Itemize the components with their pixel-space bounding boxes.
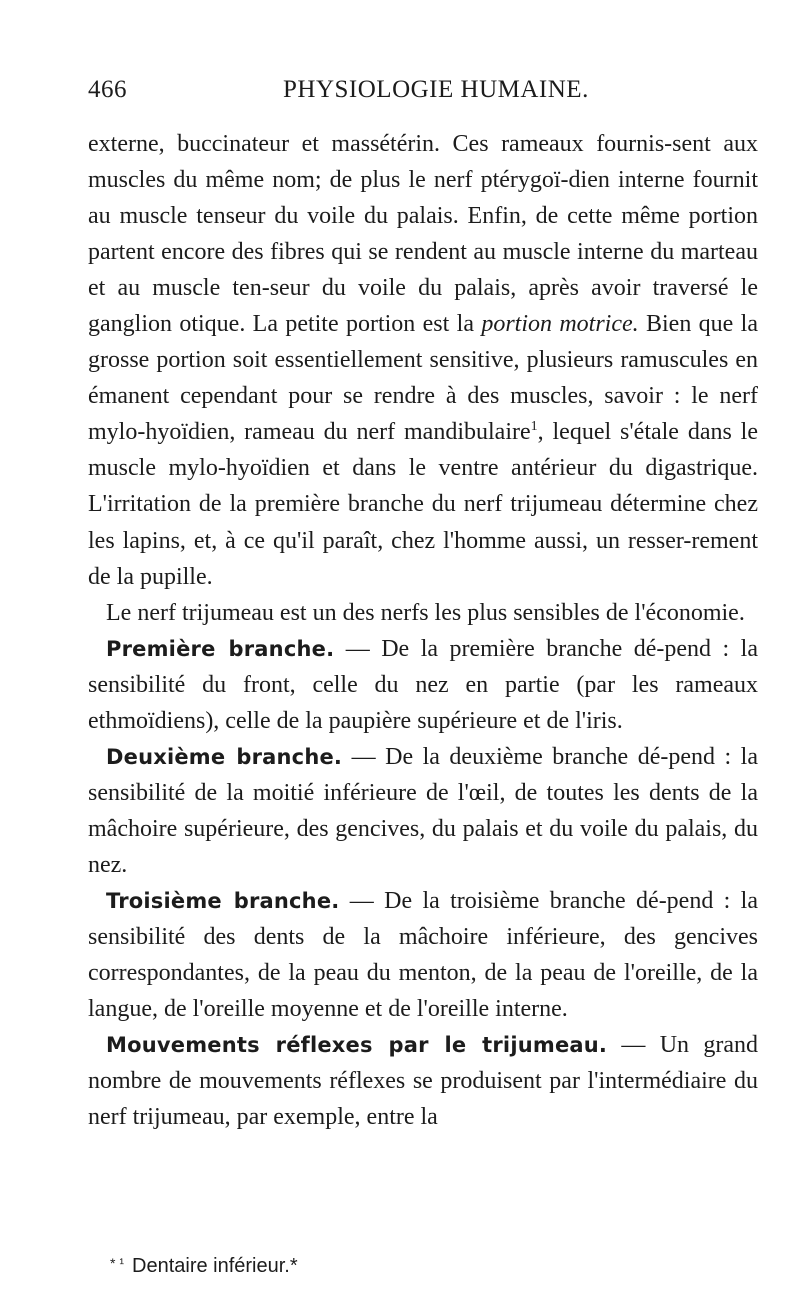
emphasis-portion-motrice: portion motrice.	[481, 311, 639, 338]
text-run: Bien que la grosse portion soit essentiellement sensitive, plusieurs ramuscules en émanent cependant pour se rendre à des muscles, savoir : le nerf mylo-hyoïdien, rameau du nerf mandibulaire	[88, 311, 758, 446]
running-title: PHYSIOLOGIE HUMAINE.	[283, 76, 589, 103]
body-text	[88, 126, 758, 1135]
text-run: — Un grand nombre de mouvements réflexes se produisent par l'intermédiaire du nerf trijumeau, par exemple, entre la	[88, 1032, 758, 1131]
section-heading: Troisième branche.	[106, 888, 340, 913]
footnote-reference: 1	[530, 419, 538, 435]
section-heading: Mouvements réflexes par le trijumeau.	[106, 1033, 608, 1058]
running-header	[88, 76, 758, 112]
footnote-marker: * ¹	[110, 1255, 124, 1271]
text-run: externe, buccinateur et massétérin. Ces rameaux fournis-sent aux muscles du même nom; de plus le nerf ptérygoï-dien interne fournit au muscle tenseur du voile du palais. Enfin, de cette même portion partent encore des fibres qui se rendent au muscle interne du marteau et au muscle ten-seur du voile du palais, après avoir traversé le ganglion otique. La petite portion est la	[88, 131, 758, 338]
section-troisieme-branche	[88, 883, 758, 1027]
paragraph-2	[88, 595, 758, 631]
page-number: 466	[88, 76, 127, 103]
section-mouvements-reflexes	[88, 1027, 758, 1135]
section-premiere-branche	[88, 631, 758, 739]
text-run: — De la deuxième branche dé-pend : la sensibilité de la moitié inférieure de l'œil, de toutes les dents de la mâchoire supérieure, des gencives, du palais et du voile du palais, du nez.	[88, 743, 758, 878]
footnote-text: Dentaire inférieur.*	[132, 1255, 298, 1277]
section-heading: Première branche.	[106, 636, 335, 661]
footnote	[110, 1255, 298, 1278]
text-run: — De la première branche dé-pend : la sensibilité du front, celle du nez en partie (par les rameaux ethmoïdiens), celle de la paupière supérieure et de l'iris.	[88, 635, 758, 734]
section-heading: Deuxième branche.	[106, 744, 343, 769]
paragraph-1	[88, 126, 758, 595]
text-run: — De la troisième branche dé-pend : la sensibilité des dents de la mâchoire inférieure, des gencives correspondantes, de la peau du menton, de la peau de l'oreille, de la langue, de l'oreille moyenne et de l'oreille interne.	[88, 887, 758, 1023]
text-run: , lequel s'étale dans le muscle mylo-hyoïdien et dans le ventre antérieur du digastrique. L'irritation de la première branche du nerf trijumeau détermine chez les lapins, et, à ce qu'il paraît, chez l'homme aussi, un resser-rement de la pupille.	[88, 419, 758, 590]
text-run: Le nerf trijumeau est un des nerfs les plus sensibles de l'économie.	[106, 599, 745, 626]
section-deuxieme-branche	[88, 739, 758, 883]
